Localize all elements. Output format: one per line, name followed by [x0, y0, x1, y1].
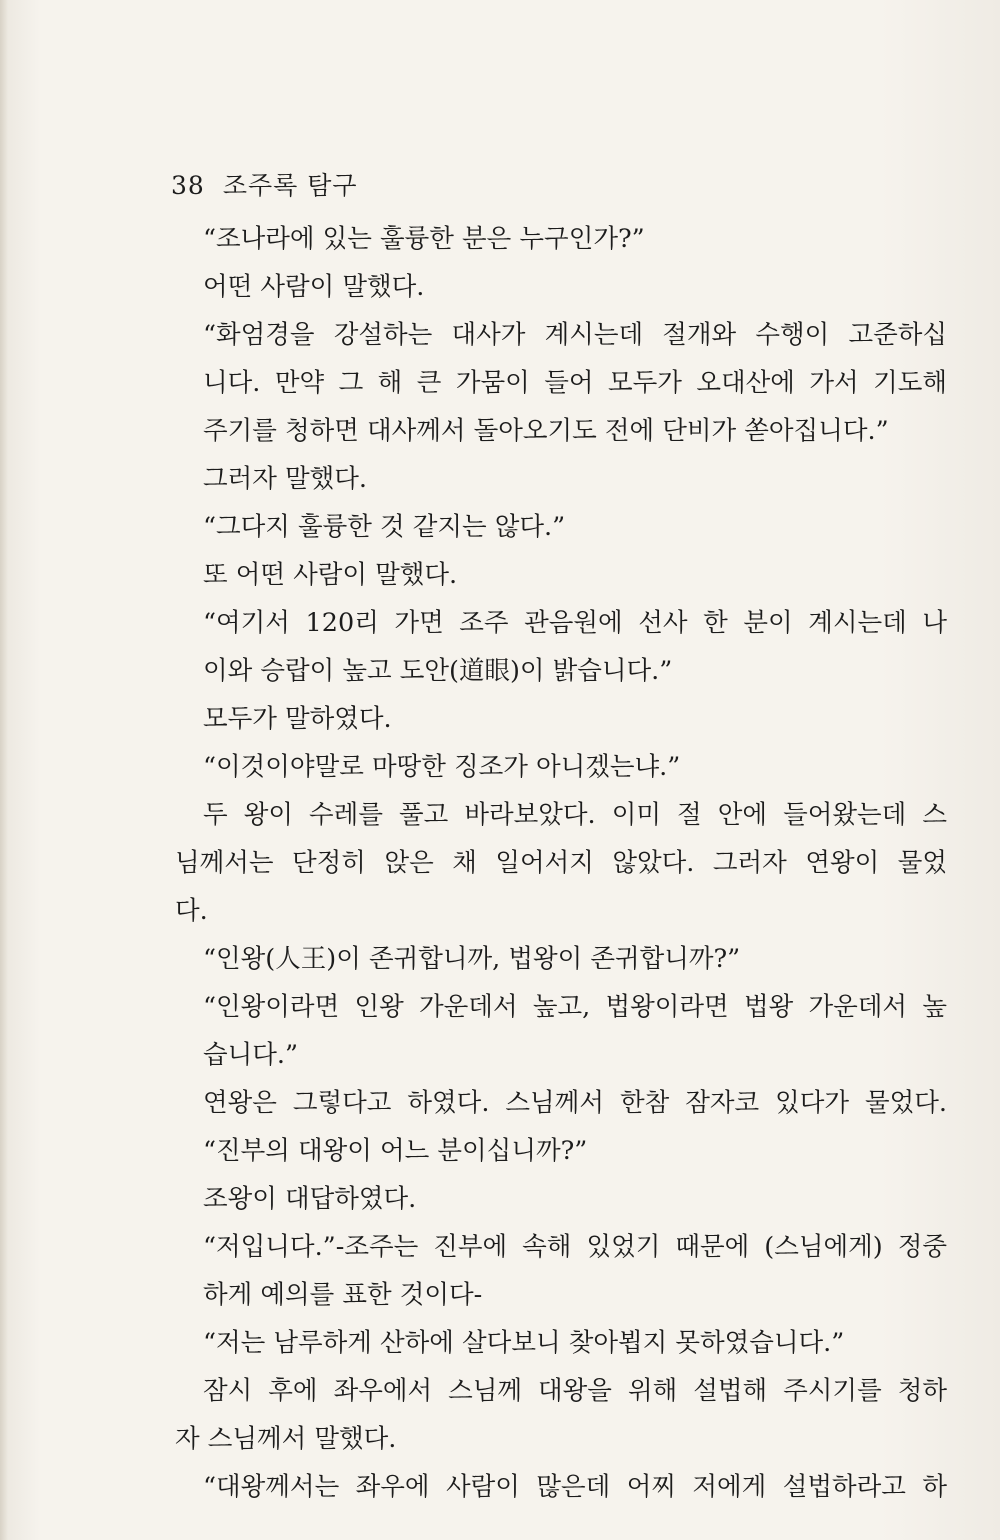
body-line-2: 어떤 사람이 말했다.: [203, 272, 425, 302]
body-line-10: 이와 승랍이 높고 도안(道眼)이 밝습니다.”: [203, 656, 673, 686]
body-line-23: 하게 예의를 표한 것이다-: [203, 1280, 483, 1310]
body-line-15: 다.: [175, 896, 208, 926]
body-line-16: “인왕(人王)이 존귀합니까, 법왕이 존귀합니까?”: [203, 944, 741, 974]
body-line-13: 두 왕이 수레를 풀고 바라보았다. 이미 절 안에 들어왔는데 스: [203, 800, 947, 830]
body-line-4: 니다. 만약 그 해 큰 가뭄이 들어 모두가 오대산에 가서 기도해: [203, 368, 947, 398]
body-line-14: 님께서는 단정히 앉은 채 일어서지 않았다. 그러자 연왕이 물었: [175, 848, 947, 878]
body-line-11: 모두가 말하였다.: [203, 704, 392, 734]
body-line-21: 조왕이 대답하였다.: [203, 1184, 417, 1214]
running-head: [171, 166, 358, 202]
body-line-25: 잠시 후에 좌우에서 스님께 대왕을 위해 설법해 주시기를 청하: [203, 1376, 947, 1406]
body-line-12: “이것이야말로 마땅한 징조가 아니겠는냐.”: [203, 752, 681, 782]
body-line-18: 습니다.”: [203, 1040, 299, 1070]
body-line-19: 연왕은 그렇다고 하였다. 스님께서 한참 잠자코 있다가 물었다.: [203, 1088, 947, 1118]
book-title: 조주록 탐구: [222, 171, 358, 200]
body-line-9: “여기서 120리 가면 조주 관음원에 선사 한 분이 계시는데 나: [203, 608, 947, 638]
body-line-7: “그다지 훌륭한 것 같지는 않다.”: [203, 512, 566, 542]
body-line-22: “저입니다.”-조주는 진부에 속해 있었기 때문에 (스님에게) 정중: [203, 1232, 947, 1262]
page-edge-shadow: [0, 0, 8, 1540]
body-line-26: 자 스님께서 말했다.: [175, 1424, 397, 1454]
body-line-17: “인왕이라면 인왕 가운데서 높고, 법왕이라면 법왕 가운데서 높: [203, 992, 947, 1022]
page-number: 38: [171, 171, 205, 200]
body-line-1: “조나라에 있는 훌륭한 분은 누구인가?”: [203, 224, 645, 254]
body-line-5: 주기를 청하면 대사께서 돌아오기도 전에 단비가 쏟아집니다.”: [203, 416, 889, 446]
body-line-6: 그러자 말했다.: [203, 464, 368, 494]
body-line-8: 또 어떤 사람이 말했다.: [203, 560, 458, 590]
body-line-3: “화엄경을 강설하는 대사가 계시는데 절개와 수행이 고준하십: [203, 320, 947, 350]
body-line-20: “진부의 대왕이 어느 분이십니까?”: [203, 1136, 588, 1166]
body-line-24: “저는 남루하게 산하에 살다보니 찾아뵙지 못하였습니다.”: [203, 1328, 845, 1358]
body-line-27: “대왕께서는 좌우에 사람이 많은데 어찌 저에게 설법하라고 하: [203, 1472, 947, 1502]
